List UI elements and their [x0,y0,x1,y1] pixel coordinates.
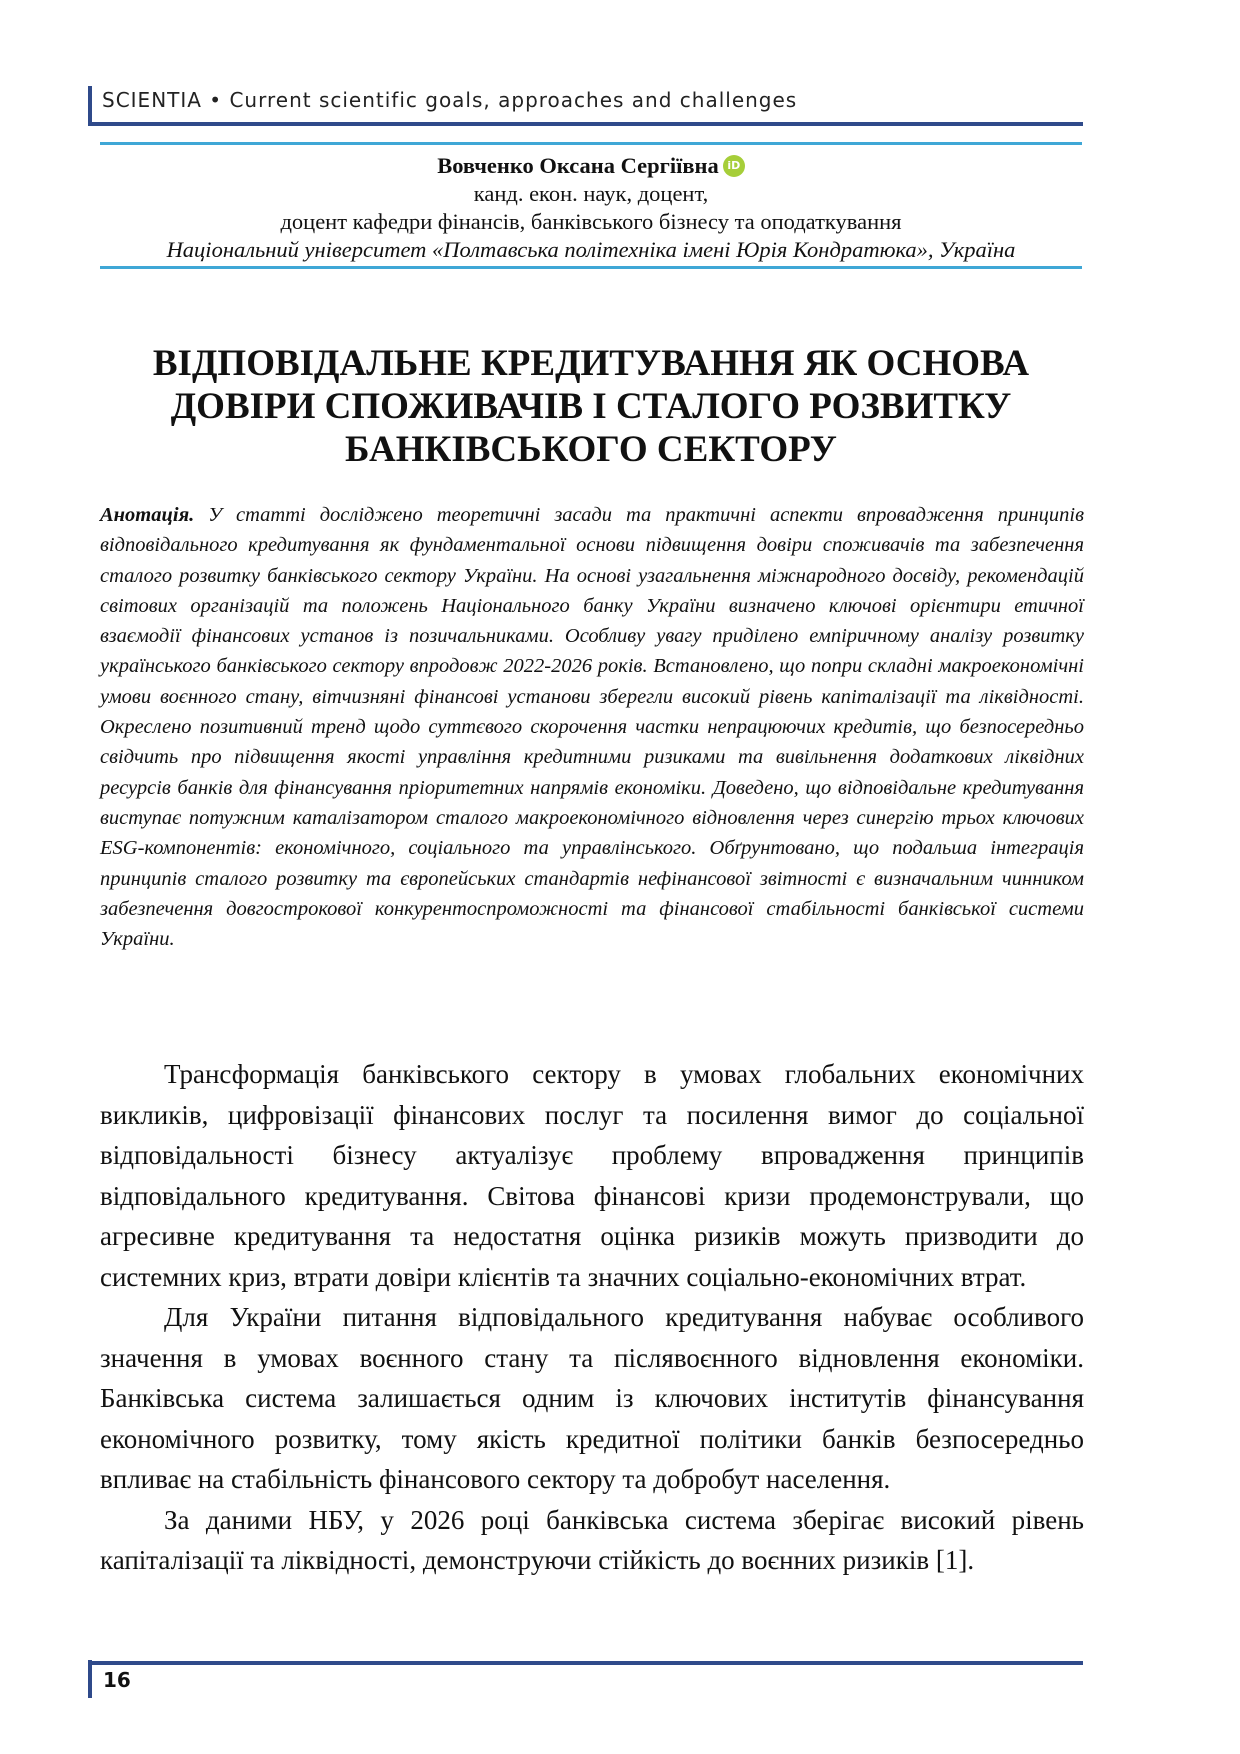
header-rule [88,122,1083,126]
running-header: SCIENTIA • Current scientific goals, approaches and challenges [102,88,798,112]
author-affiliation: Національний університет «Полтавська політехніка імені Юрія Кондратюка», Україна [166,237,1016,262]
title-line: ВІДПОВІДАЛЬНЕ КРЕДИТУВАННЯ ЯК ОСНОВА [152,343,1030,384]
body-paragraph: За даними НБУ, у 2026 році банківська система зберігає високий рівень капіталізації та ліквідності, демонструючи стійкість до воєнних ризиків [1]. [100,1504,1084,1575]
author-position: доцент кафедри фінансів, банківського бізнесу та оподаткування [280,209,902,234]
title-line: ДОВІРИ СПОЖИВАЧІВ І СТАЛОГО РОЗВИТКУ [170,386,1012,427]
orcid-icon[interactable]: iD [723,155,745,177]
footer-rule [88,1661,1083,1665]
body-paragraph: Трансформація банківського сектору в умовах глобальних економічних викликів, цифровізації фінансових послуг та посилення вимог до соціальної відповідальності бізнесу актуалізує проблему впровадження принципів відповідального кредитування. Світова фінансові кризи продемонстрували, що агресивне кредитування та недостатня оцінка ризиків можуть призводити до системних криз, втрати довіри клієнтів та значних соціально-економічних втрат. [100,1059,1084,1292]
page-number: 16 [103,1668,131,1692]
body-paragraph: Для України питання відповідального кредитування набуває особливого значення в умовах воєнного стану та післявоєнного відновлення економіки. Банківська система залишається одним із ключових інститутів фінансування економічного розвитку, тому якість кредитної політики банків безпосередньо впливає на стабільність фінансового сектору та добробут населення. [100,1302,1084,1494]
author-rule-bottom [100,266,1082,269]
footer-accent-bar [88,1660,92,1698]
author-rule-top [100,142,1082,145]
abstract [100,500,1084,954]
title-line: БАНКІВСЬКОГО СЕКТОРУ [345,429,837,470]
header-accent-bar [88,86,92,124]
abstract-label: Анотація. [100,504,195,526]
abstract-text: У статті досліджено теоретичні засади та практичні аспекти впровадження принципів відповідального кредитування як фундаментальної основи підвищення довіри споживачів та забезпечення сталого розвитку банківського сектору України. На основі узагальнення міжнародного досвіду, рекомендацій світових організацій та положень Національного банку України визначено ключові орієнтири етичної взаємодії фінансових установ із позичальниками. Особливу увагу приділено емпіричному аналізу розвитку українського банківського сектору впродовж 2022-2026 років. Встановлено, що попри складні макроекономічні умови воєнного стану, вітчизняні фінансові установи зберегли високий рівень капіталізації та ліквідності. Окреслено позитивний тренд щодо суттєвого скорочення частки непрацюючих кредитів, що безпосередньо свідчить про підвищення якості управління кредитними ризиками та вивільнення додаткових ліквідних ресурсів банків для фінансування пріоритетних напрямів економіки. Доведено, що відповідальне кредитування виступає потужним каталізатором сталого макроекономічного відновлення через синергію трьох ключових ESG-компонентів: економічного, соціального та управлінського. Обґрунтовано, що подальша інтеграція принципів сталого розвитку та європейських стандартів нефінансової звітності є визначальним чинником забезпечення довгострокової конкурентоспроможності та фінансової стабільності банківської системи України. [100,504,1085,951]
author-name: Вовченко Оксана Сергіївна [437,153,719,178]
author-degree: канд. екон. наук, доцент, [473,181,709,206]
article-body [100,1054,1084,1581]
article-title [100,342,1082,471]
author-block [100,152,1082,264]
